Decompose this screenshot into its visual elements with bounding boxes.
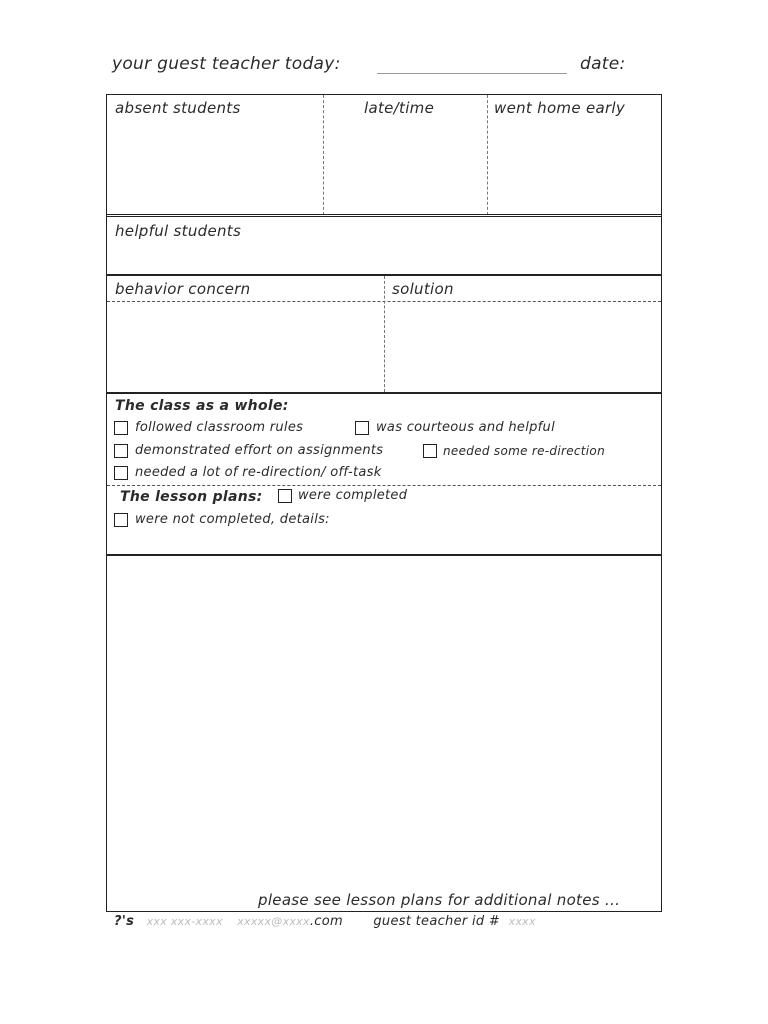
questions-label: ?'s bbox=[114, 914, 135, 929]
email-placeholder: xxxxx@xxxx bbox=[237, 915, 310, 928]
checkbox-demonstrated-effort[interactable] bbox=[114, 444, 128, 458]
behavior-concern-label: behavior concern bbox=[115, 280, 251, 298]
class-whole-heading: The class as a whole: bbox=[115, 398, 289, 414]
lesson-plans-heading: The lesson plans: bbox=[120, 489, 263, 505]
option-label: demonstrated effort on assignments bbox=[135, 443, 384, 458]
plans-completed-label: were completed bbox=[298, 488, 408, 503]
helpful-students-label: helpful students bbox=[115, 222, 242, 240]
option-label: was courteous and helpful bbox=[376, 420, 556, 435]
checkbox-followed-rules[interactable] bbox=[114, 421, 128, 435]
checkbox-plans-completed[interactable] bbox=[278, 489, 292, 503]
checkbox-some-redirection[interactable] bbox=[423, 444, 437, 458]
went-home-early-label: went home early bbox=[494, 99, 626, 117]
attendance-divider-2 bbox=[487, 95, 488, 215]
plans-not-completed-label: were not completed, details: bbox=[135, 512, 330, 527]
phone-placeholder: xxx xxx-xxxx bbox=[146, 915, 223, 928]
report-form bbox=[106, 94, 662, 912]
solution-label: solution bbox=[392, 280, 454, 298]
late-time-label: late/time bbox=[364, 99, 435, 117]
checkbox-lot-redirection[interactable] bbox=[114, 466, 128, 480]
date-label: date: bbox=[580, 54, 626, 74]
guest-teacher-name-line[interactable] bbox=[377, 73, 567, 74]
guest-teacher-id-placeholder: xxxx bbox=[508, 915, 536, 928]
contact-footer bbox=[114, 914, 536, 929]
absent-students-label: absent students bbox=[115, 99, 241, 117]
additional-notes-footer: please see lesson plans for additional notes ... bbox=[258, 891, 621, 909]
email-suffix: .com bbox=[309, 914, 343, 929]
checkbox-plans-not-completed[interactable] bbox=[114, 513, 128, 527]
behavior-column-divider bbox=[384, 276, 385, 392]
notes-area[interactable] bbox=[107, 557, 661, 887]
guest-teacher-label: your guest teacher today: bbox=[112, 54, 341, 74]
option-label: needed some re-direction bbox=[443, 444, 605, 458]
option-label: needed a lot of re-direction/ off-task bbox=[135, 465, 382, 480]
lesson-plans-divider bbox=[107, 485, 661, 486]
section-divider bbox=[107, 214, 661, 217]
section-divider bbox=[107, 392, 661, 394]
option-label: followed classroom rules bbox=[135, 420, 304, 435]
form-header bbox=[112, 54, 672, 82]
checkbox-courteous[interactable] bbox=[355, 421, 369, 435]
attendance-divider-1 bbox=[323, 95, 324, 215]
section-divider bbox=[107, 554, 661, 556]
guest-teacher-id-label: guest teacher id # bbox=[373, 914, 501, 929]
